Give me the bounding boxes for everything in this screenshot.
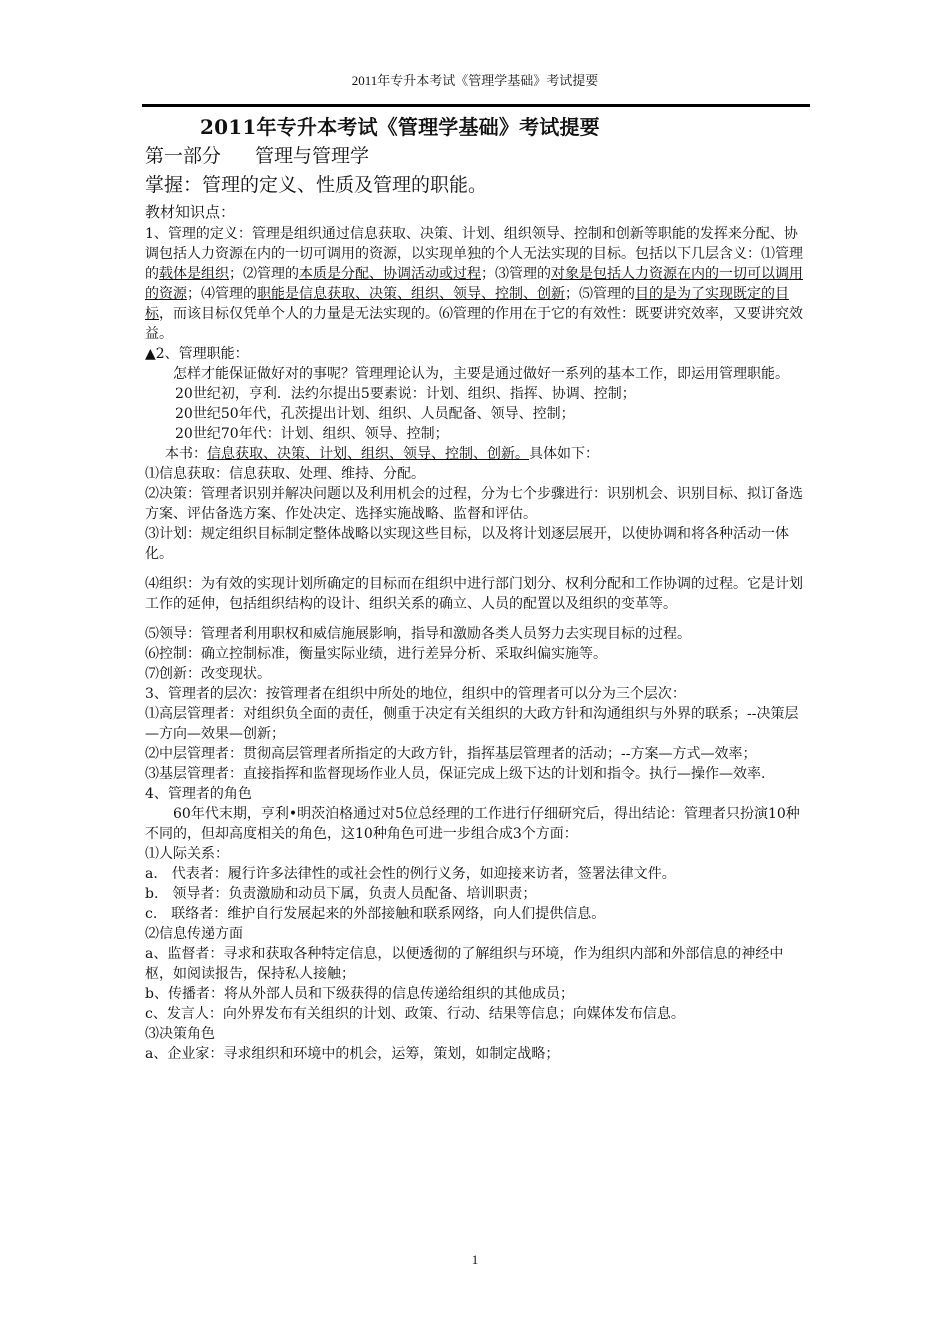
function-item: ⑵决策：管理者识别并解决问题以及利用机会的过程，分为七个步骤进行：识别机会、识别目标、拟订备选方案、评估备选方案、作处决定、选择实施战略、监督和评估。	[145, 486, 803, 522]
definition-text: ；⑶管理的	[481, 266, 551, 282]
book-functions-underlined: 信息获取、决策、计划、组织、领导、控制、创新。	[207, 446, 529, 462]
function-item: ⑺创新：改变现状。	[145, 666, 271, 682]
section-heading: 3、管理者的层次：按管理者在组织中所处的地位，组织中的管理者可以分为三个层次：	[145, 686, 686, 702]
section-heading: ▲2、管理职能：	[145, 346, 249, 362]
history-item: 20世纪70年代：计划、组织、领导、控制；	[175, 426, 449, 442]
section-heading: 4、管理者的角色	[145, 786, 252, 802]
history-item: 20世纪初，亨利．法约尔提出5要素说：计划、组织、指挥、协调、控制；	[175, 386, 636, 402]
definition-text: 1、管理的定义：管理是组织通过信息获取、决策、计划、组织领导、控制和创新等职能的发挥来分配、协调包括人力资源在内的一切可调用的资源，以实现单独的个人无法实现的目标。包括以下几层含义：⑴管理的	[145, 226, 803, 282]
knowledge-points-label: 教材知识点：	[145, 203, 236, 221]
definition-paragraph	[145, 224, 810, 344]
book-label: 本书：	[165, 446, 207, 462]
underline-functions: 职能是信息获取、决策、组织、领导、控制、创新	[257, 286, 565, 302]
history-item: 20世纪50年代，孔茨提出计划、组织、人员配备、领导、控制；	[175, 406, 575, 422]
underline-purpose: 目的是为了实现既定的目标	[145, 286, 789, 322]
document-title: 2011年专升本考试《管理学基础》考试提要	[200, 115, 600, 139]
level-item: ⑵中层管理者：贯彻高层管理者所指定的大政方针，指挥基层管理者的活动；--方案—方式—效率；	[145, 746, 757, 762]
book-functions	[145, 444, 810, 464]
roles-intro: 60年代末期，亨利•明茨泊格通过对5位总经理的工作进行仔细研究后，得出结论：管理者只扮演10种不同的，但却高度相关的角色，这10种角色可进一步组合成3个方面：	[145, 806, 800, 842]
role-group: ⑶决策角色	[145, 1026, 215, 1042]
function-item: ⑴信息获取：信息获取、处理、维持、分配。	[145, 466, 425, 482]
function-item: ⑶计划：规定组织目标制定整体战略以实现这些目标，以及将计划逐层展开，以使协调和将各种活动一体化。	[145, 526, 789, 562]
role-item: a、监督者：寻求和获取各种特定信息，以便透彻的了解组织与环境，作为组织内部和外部信息的神经中枢，如阅读报告，保持私人接触；	[145, 946, 784, 982]
running-header: 2011年专升本考试《管理学基础》考试提要	[351, 73, 599, 88]
definition-text: ；⑸管理的	[565, 286, 635, 302]
underline-essence: 本质是分配、协调活动或过程	[299, 266, 481, 282]
part-heading	[145, 142, 810, 170]
definition-text: ；⑷管理的	[187, 286, 257, 302]
document-body	[145, 112, 810, 1064]
function-item: ⑹控制：确立控制标准，衡量实际业绩，进行差异分析、采取纠偏实施等。	[145, 646, 607, 662]
definition-text: ，而该目标仅凭单个人的力量是无法实现的。⑹管理的作用在于它的有效性：既要讲究效率，又要讲究效益。	[145, 306, 803, 342]
book-suffix: 具体如下：	[529, 446, 599, 462]
role-item: c. 联络者：维护自行发展起来的外部接触和联系网络，向人们提供信息。	[145, 906, 606, 922]
function-item: ⑸领导：管理者利用职权和威信施展影响，指导和激励各类人员努力去实现目标的过程。	[145, 626, 691, 642]
role-item: a、企业家：寻求组织和环境中的机会，运筹，策划，如制定战略；	[145, 1046, 560, 1062]
role-item: b. 领导者：负责激励和动员下属，负责人员配备、培训职责；	[145, 886, 537, 902]
role-group: ⑴人际关系：	[145, 846, 229, 862]
header-rule	[142, 104, 810, 107]
definition-text: ；⑵管理的	[229, 266, 299, 282]
underline-carrier: 载体是组织	[159, 266, 229, 282]
level-item: ⑶基层管理者：直接指挥和监督现场作业人员，保证完成上级下达的计划和指令。执行—操作—效率.	[145, 766, 766, 782]
mastery-goal: 掌握：管理的定义、性质及管理的职能。	[145, 174, 488, 196]
part-name: 管理与管理学	[255, 145, 370, 167]
role-item: b、传播者：将从外部人员和下级获得的信息传递给组织的其他成员；	[145, 986, 574, 1002]
role-item: a. 代表者：履行许多法律性的或社会性的例行义务，如迎接来访者，签署法律文件。	[145, 866, 676, 882]
level-item: ⑴高层管理者：对组织负全面的责任，侧重于决定有关组织的大政方针和沟通组织与外界的联系；--决策层—方向—效果—创新；	[145, 706, 799, 742]
part-label: 第一部分	[145, 145, 222, 167]
functions-intro: 怎样才能保证做好对的事呢？管理理论认为，主要是通过做好一系列的基本工作，即运用管理职能。	[173, 366, 789, 382]
role-item: c、发言人：向外界发布有关组织的计划、政策、行动、结果等信息；向媒体发布信息。	[145, 1006, 685, 1022]
role-group: ⑵信息传递方面	[145, 926, 243, 942]
page-number: 1	[471, 1252, 479, 1267]
function-item: ⑷组织：为有效的实现计划所确定的目标而在组织中进行部门划分、权利分配和工作协调的过程。它是计划工作的延伸，包括组织结构的设计、组织关系的确立、人员的配置以及组织的变革等。	[145, 576, 803, 612]
underline-object: 对象是包括人力资源在内的一切可以调用的资源	[145, 266, 803, 302]
